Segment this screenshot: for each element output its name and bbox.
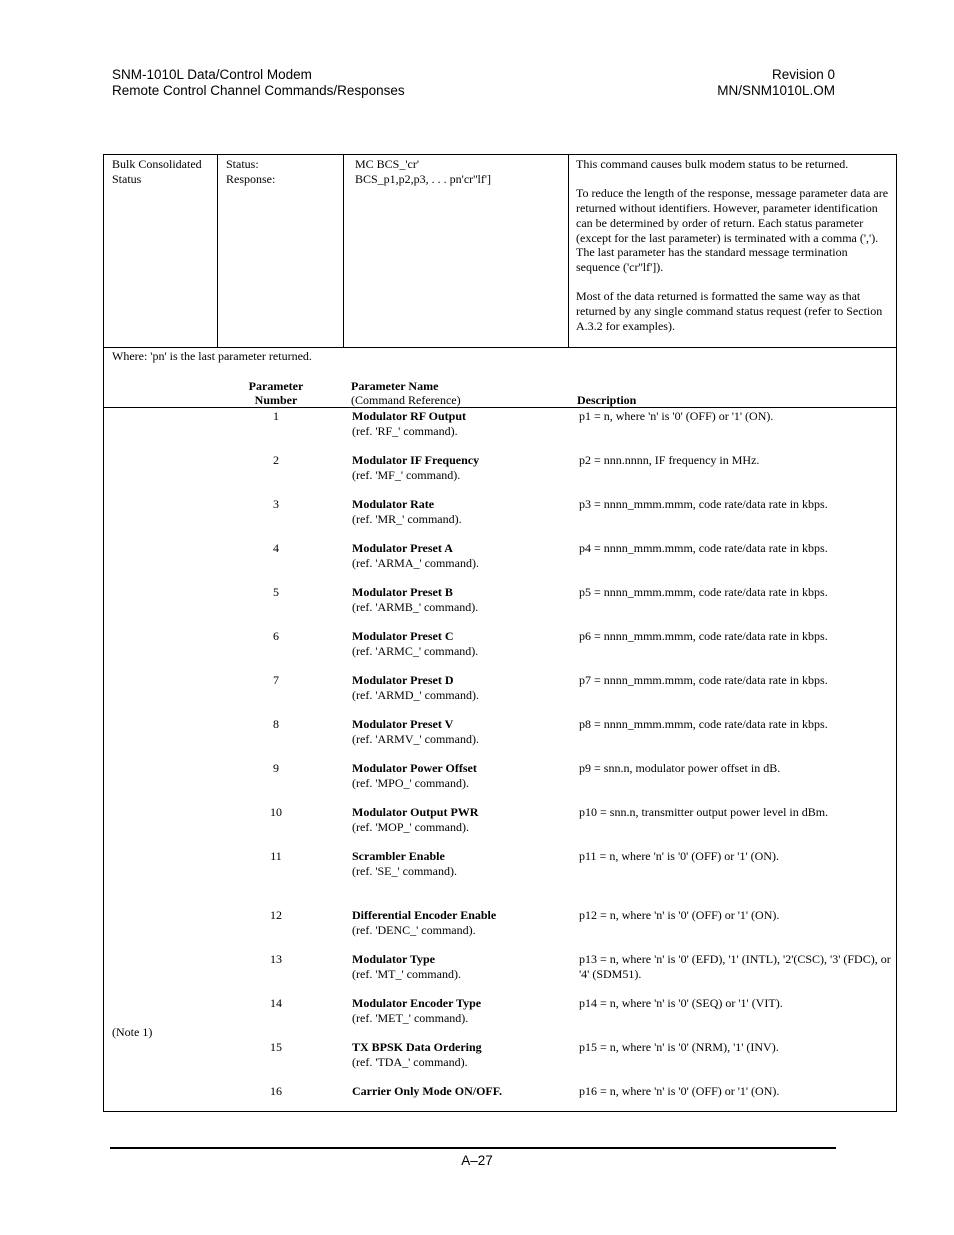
param-description: p9 = snn.n, modulator power offset in dB. [579, 761, 781, 775]
table-row [104, 1084, 896, 1124]
param-name: Modulator Preset D [352, 673, 454, 687]
param-number: 7 [273, 673, 279, 687]
side-note: (Note 1) [112, 1025, 153, 1039]
param-name-cell [352, 761, 477, 790]
column-divider [568, 155, 569, 348]
param-description: p16 = n, where 'n' is '0' (OFF) or '1' (ON). [579, 1084, 780, 1098]
command-syntax [355, 157, 565, 186]
param-ref: (ref. 'MR_' command). [352, 511, 462, 526]
param-name-cell [352, 849, 457, 878]
param-number: 14 [270, 996, 282, 1010]
param-description: p12 = n, where 'n' is '0' (OFF) or '1' (ON). [579, 908, 780, 922]
command-type [226, 157, 341, 186]
param-description: p8 = nnnn_mmm.mmm, code rate/data rate in kbps. [579, 717, 828, 731]
param-name-cell [352, 717, 479, 746]
description-paragraph: To reduce the length of the response, message parameter data are returned without identifiers. However, parameter identification can be determined by order of return. Each status parameter (except for the last parameter) is terminated with a comma (','). The last parameter has the standard message termination sequence ('cr''lf']). [576, 186, 889, 274]
param-name: Modulator Preset V [352, 717, 454, 731]
command-name-line: Status [112, 171, 142, 186]
param-ref: (ref. 'TDA_' command). [352, 1054, 468, 1069]
param-number: 16 [270, 1084, 282, 1098]
command-syntax-line: MC BCS_'cr' [355, 157, 420, 171]
description-paragraph: Most of the data returned is formatted the same way as that returned by any single command status request (refer to Section A.3.2 for examples). [576, 289, 883, 333]
param-name: Carrier Only Mode ON/OFF. [352, 1084, 502, 1098]
param-name: Scrambler Enable [352, 849, 445, 863]
param-number: 13 [270, 952, 282, 966]
page-header-right [717, 67, 835, 99]
command-table [103, 154, 897, 1112]
description-header [577, 393, 636, 407]
page-number: A–27 [461, 1153, 493, 1168]
param-number: 15 [270, 1040, 282, 1054]
param-ref: (ref. 'ARMD_' command). [352, 687, 479, 702]
param-name-cell [352, 996, 481, 1025]
table-row [104, 585, 896, 625]
table-row [104, 908, 896, 948]
document-number: MN/SNM1010L.OM [717, 83, 835, 98]
param-number: 10 [270, 805, 282, 819]
command-type-line: Response: [226, 171, 276, 186]
command-type-line: Status: [226, 157, 259, 171]
section-title: Remote Control Channel Commands/Responses [112, 83, 405, 98]
table-row [104, 952, 896, 992]
param-number-header [226, 379, 326, 407]
table-row [104, 805, 896, 845]
param-description: p14 = n, where 'n' is '0' (SEQ) or '1' (VIT). [579, 996, 783, 1010]
param-number: 9 [273, 761, 279, 775]
param-number: 2 [273, 453, 279, 467]
param-number: 12 [270, 908, 282, 922]
table-row [104, 717, 896, 757]
param-name-cell [352, 629, 478, 658]
param-ref: (ref. 'RF_' command). [352, 423, 458, 438]
param-ref: (ref. 'ARMC_' command). [352, 643, 479, 658]
param-ref: (ref. 'MET_' command). [352, 1010, 469, 1025]
revision-label: Revision 0 [771, 67, 835, 82]
param-name-cell [352, 453, 479, 482]
param-ref: (ref. 'SE_' command). [352, 863, 457, 878]
param-number: 1 [273, 409, 279, 423]
command-syntax-line: BCS_p1,p2,p3, . . . pn'cr''lf'] [355, 171, 491, 186]
row-divider [104, 407, 896, 408]
param-name: Differential Encoder Enable [352, 908, 497, 922]
table-row [104, 996, 896, 1036]
param-name-cell [352, 1040, 482, 1069]
param-name-cell [352, 409, 466, 438]
table-row [104, 453, 896, 493]
row-divider [104, 347, 896, 348]
param-name-cell [352, 585, 478, 614]
header-text: Number [254, 393, 298, 407]
param-name-cell [352, 541, 479, 570]
param-name: Modulator Preset A [352, 541, 453, 555]
param-name: Modulator Power Offset [352, 761, 477, 775]
param-name: Modulator Rate [352, 497, 435, 511]
column-divider [217, 155, 218, 348]
param-name-cell [352, 908, 496, 937]
where-note: Where: 'pn' is the last parameter returned. [112, 349, 312, 363]
param-description: p5 = nnnn_mmm.mmm, code rate/data rate in kbps. [579, 585, 828, 599]
param-ref: (ref. 'MT_' command). [352, 966, 461, 981]
param-description: p13 = n, where 'n' is '0' (EFD), '1' (INTL), '2'(CSC), '3' (FDC), or '4' (SDM51). [579, 952, 891, 981]
command-name [112, 157, 216, 186]
param-number: 11 [270, 849, 282, 863]
command-name-line: Bulk Consolidated [112, 157, 202, 171]
param-ref: (ref. 'ARMA_' command). [352, 555, 479, 570]
header-text: Parameter [248, 379, 304, 393]
param-name: TX BPSK Data Ordering [352, 1040, 482, 1054]
param-name: Modulator IF Frequency [352, 453, 480, 467]
header-text: Parameter Name [351, 379, 439, 393]
param-name-cell [352, 1084, 502, 1099]
param-name: Modulator Output PWR [352, 805, 479, 819]
param-description: p4 = nnnn_mmm.mmm, code rate/data rate in kbps. [579, 541, 828, 555]
column-divider [343, 155, 344, 348]
param-name-header [351, 379, 461, 407]
table-row [104, 629, 896, 669]
page-header-left [112, 67, 405, 99]
param-ref: (ref. 'ARMB_' command). [352, 599, 479, 614]
param-number: 3 [273, 497, 279, 511]
param-number: 6 [273, 629, 279, 643]
document-title: SNM-1010L Data/Control Modem [112, 67, 312, 82]
param-name: Modulator Preset B [352, 585, 453, 599]
table-row [104, 849, 896, 889]
param-ref: (ref. 'MF_' command). [352, 467, 461, 482]
param-description: p6 = nnnn_mmm.mmm, code rate/data rate in kbps. [579, 629, 828, 643]
table-row [104, 673, 896, 713]
header-text: Description [577, 393, 637, 407]
description-paragraph: This command causes bulk modem status to be returned. [576, 157, 849, 171]
param-name: Modulator Type [352, 952, 436, 966]
table-row [104, 409, 896, 449]
param-number: 4 [273, 541, 279, 555]
table-row [104, 761, 896, 801]
param-name-cell [352, 497, 462, 526]
command-description [576, 157, 892, 333]
param-description: p3 = nnnn_mmm.mmm, code rate/data rate in kbps. [579, 497, 828, 511]
param-ref: (ref. 'DENC_' command). [352, 922, 476, 937]
param-description: p7 = nnnn_mmm.mmm, code rate/data rate in kbps. [579, 673, 828, 687]
param-description: p15 = n, where 'n' is '0' (NRM), '1' (INV). [579, 1040, 779, 1054]
param-name: Modulator RF Output [352, 409, 467, 423]
param-name-cell [352, 673, 479, 702]
param-description: p10 = snn.n, transmitter output power level in dBm. [579, 805, 829, 819]
footer-rule [110, 1147, 836, 1149]
param-number: 8 [273, 717, 279, 731]
table-row [104, 497, 896, 537]
param-name: Modulator Encoder Type [352, 996, 482, 1010]
param-number: 5 [273, 585, 279, 599]
header-text: (Command Reference) [351, 393, 461, 407]
param-name-cell [352, 952, 461, 981]
param-ref: (ref. 'MOP_' command). [352, 819, 469, 834]
table-row [104, 1040, 896, 1080]
param-description: p11 = n, where 'n' is '0' (OFF) or '1' (ON). [579, 849, 779, 863]
param-ref: (ref. 'ARMV_' command). [352, 731, 479, 746]
param-description: p2 = nnn.nnnn, IF frequency in MHz. [579, 453, 760, 467]
param-name: Modulator Preset C [352, 629, 454, 643]
param-description: p1 = n, where 'n' is '0' (OFF) or '1' (ON). [579, 409, 774, 423]
table-row [104, 541, 896, 581]
param-name-cell [352, 805, 478, 834]
param-ref: (ref. 'MPO_' command). [352, 775, 469, 790]
